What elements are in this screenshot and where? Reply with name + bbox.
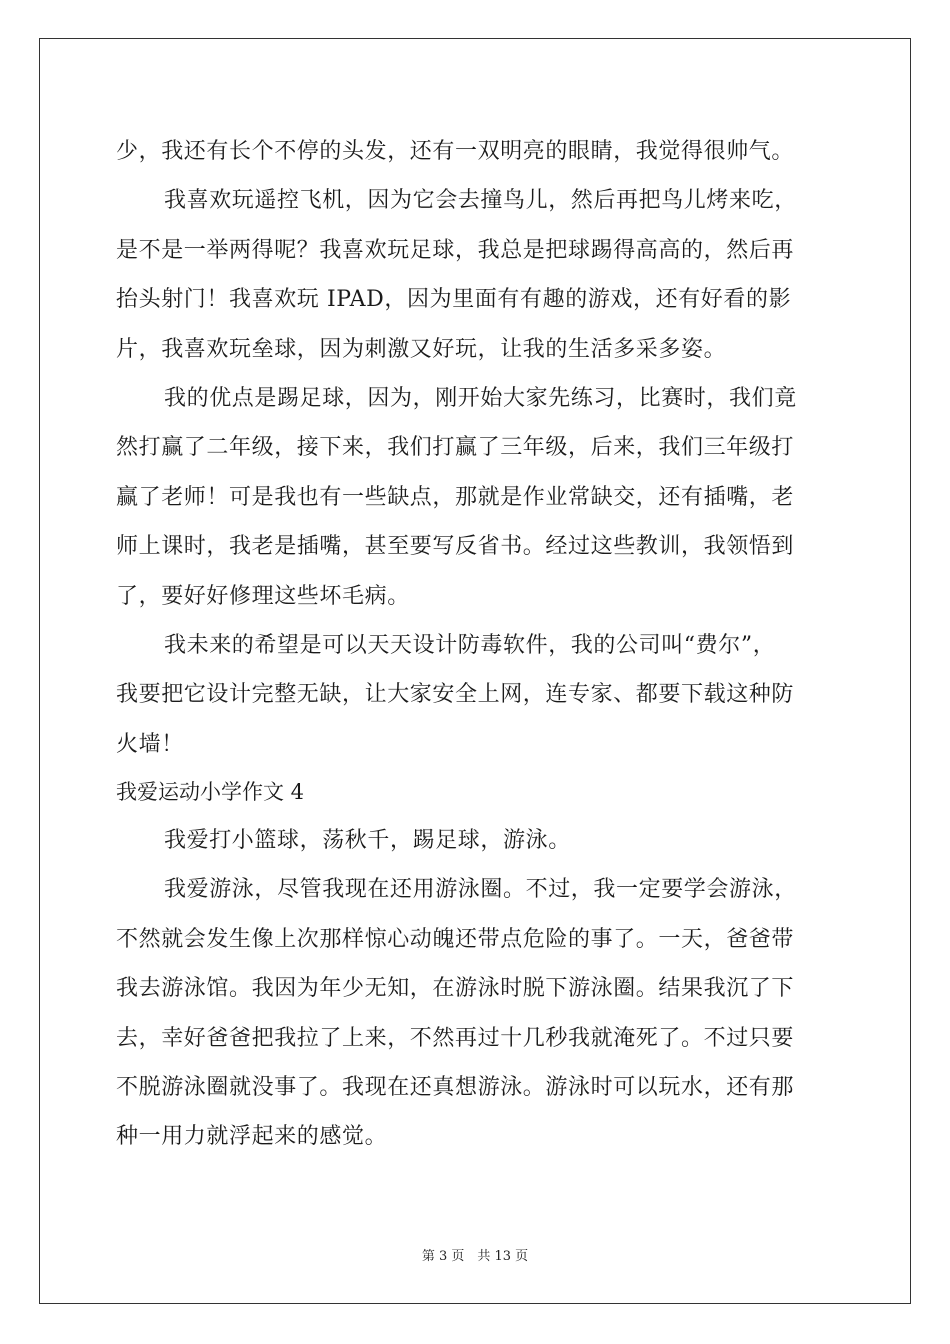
body-line: 是不是一举两得呢？我喜欢玩足球，我总是把球踢得高高的，然后再	[116, 237, 795, 263]
body-line: 我去游泳馆。我因为年少无知，在游泳时脱下游泳圈。结果我沉了下	[116, 976, 795, 1002]
paragraph-start-line: 我未来的希望是可以天天设计防毒软件，我的公司叫“费尔”，	[164, 632, 776, 658]
section-heading: 我爱运动小学作文 4	[116, 780, 305, 805]
paragraph-start-line: 我爱打小篮球，荡秋千，踢足球，游泳。	[164, 828, 571, 854]
body-line: 师上课时，我老是插嘴，甚至要写反省书。经过这些教训，我领悟到	[116, 534, 795, 560]
body-line: 不脱游泳圈就没事了。我现在还真想游泳。游泳时可以玩水，还有那	[116, 1075, 795, 1101]
body-line: 赢了老师！可是我也有一些缺点，那就是作业常缺交，还有插嘴，老	[116, 484, 795, 510]
body-line: 片，我喜欢玩垒球，因为刺激又好玩，让我的生活多采多姿。	[116, 336, 727, 362]
paragraph-start-line: 我喜欢玩遥控飞机，因为它会去撞鸟儿，然后再把鸟儿烤来吃，	[164, 188, 797, 214]
document-body	[116, 127, 836, 1162]
body-line: 少，我还有长个不停的头发，还有一双明亮的眼睛，我觉得很帅气。	[116, 139, 795, 164]
page-number-footer: 第 3 页 共 13 页	[421, 1249, 529, 1264]
body-line: 种一用力就浮起来的感觉。	[116, 1124, 388, 1150]
paragraph-start-line: 我的优点是踢足球，因为，刚开始大家先练习，比赛时，我们竟	[164, 385, 797, 411]
body-line: 火墙！	[116, 731, 184, 757]
paragraph-start-line: 我爱游泳，尽管我现在还用游泳圈。不过，我一定要学会游泳，	[164, 877, 797, 903]
body-line: 抬头射门！我喜欢玩 IPAD，因为里面有有趣的游戏，还有好看的影	[116, 287, 792, 313]
body-line: 我要把它设计完整无缺，让大家安全上网，连专家、都要下载这种防	[116, 682, 795, 708]
body-line: 然打赢了二年级，接下来，我们打赢了三年级，后来，我们三年级打	[116, 435, 795, 461]
body-line: 不然就会发生像上次那样惊心动魄还带点危险的事了。一天，爸爸带	[116, 926, 795, 952]
body-line: 去，幸好爸爸把我拉了上来，不然再过十几秒我就淹死了。不过只要	[116, 1025, 795, 1051]
body-line: 了，要好好修理这些坏毛病。	[116, 583, 410, 609]
